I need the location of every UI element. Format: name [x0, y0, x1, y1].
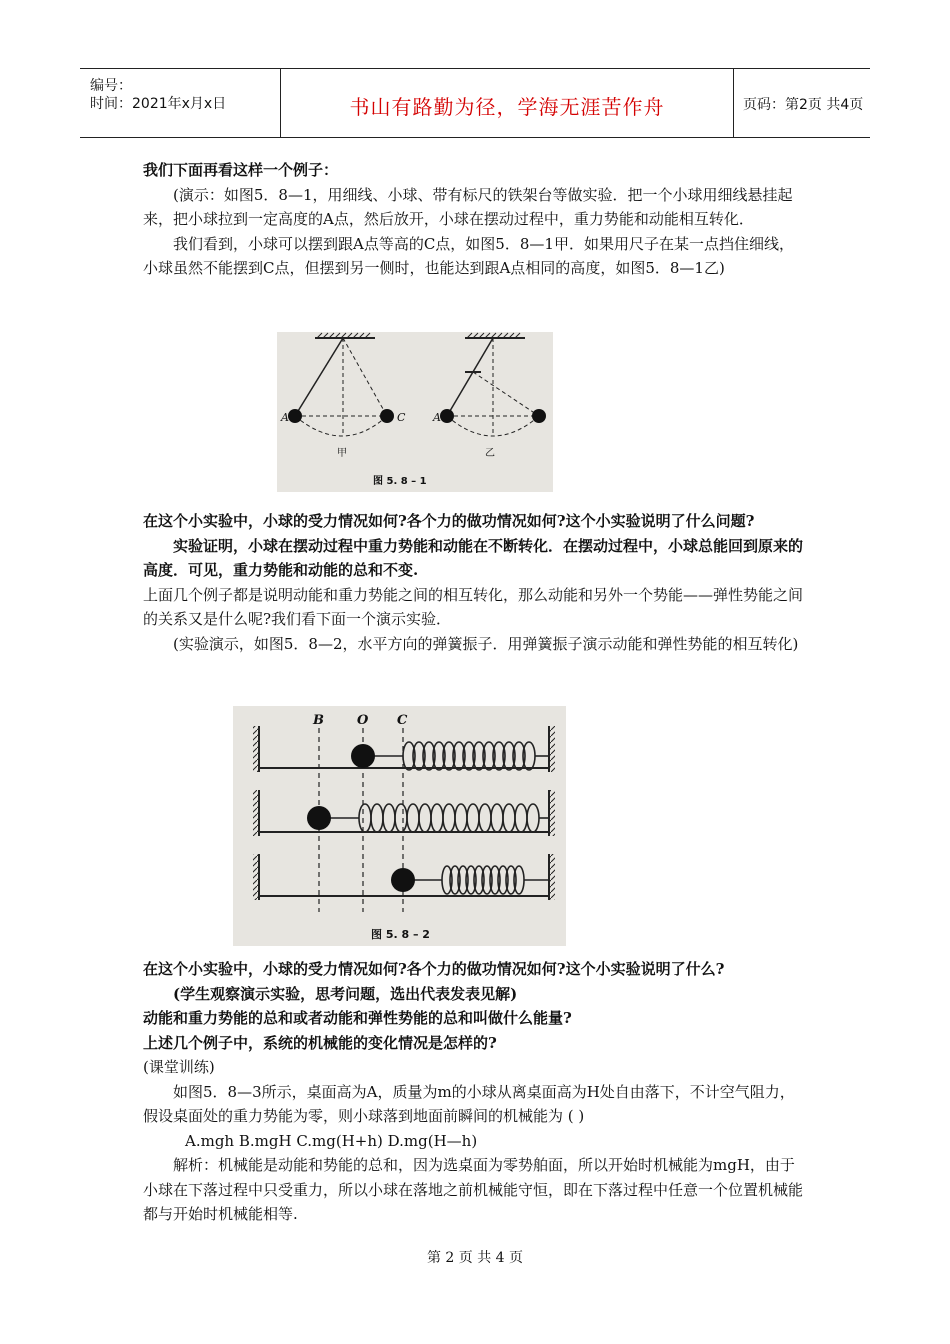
demo1-paragraph: (演示：如图5．8—1，用细线、小球、带有标尺的铁架台等做实验．把一个小球用细线悬挂起来，把小球拉到一定高度的A点，然后放开，小球在摆动过程中，重力势能和动能相互转化． [143, 185, 793, 228]
question2: 在这个小实验中，小球的受力情况如何?各个力的做功情况如何?这个小实验说明了什么? [143, 960, 725, 978]
number-label: 编号： [90, 78, 132, 94]
text-block-2 [143, 509, 807, 656]
header-right-cell [733, 69, 870, 137]
conclusion1: 实验证明，小球在摆动过程中重力势能和动能在不断转化．在摆动过程中，小球总能回到原来的高度．可见，重力势能和动能的总和不变. [143, 536, 804, 579]
label-o: O [357, 713, 369, 728]
figure-pendulum [277, 332, 553, 492]
header-center-cell [280, 69, 734, 137]
point-c-label: C [397, 411, 406, 424]
text-block-3 [143, 957, 807, 1227]
options-line: A.mgh B.mgH C.mg(H+h) D.mg(H—h) [185, 1131, 478, 1150]
transition-paragraph: 上面几个例子都是说明动能和重力势能之间的相互转化，那么动能和另外一个势能——弹性势能之间的关系又是什么呢?我们看下面一个演示实验． [143, 585, 804, 628]
motto: 书山有路勤为径，学海无涯苦作舟 [349, 95, 665, 119]
label-yi: 乙 [485, 448, 495, 459]
demo2-paragraph: (实验演示，如图5．8—2，水平方向的弹簧振子．用弹簧振子演示动能和弹性势能的相互转化) [173, 634, 799, 653]
figure2-caption: 图 5. 8 – 2 [371, 928, 430, 941]
training-label: (课堂训练) [143, 1058, 215, 1076]
problem-paragraph: 如图5．8—3所示，桌面高为A，质量为m的小球从离桌面高为H处自由落下，不计空气阻力，假设桌面处的重力势能为零，则小球落到地面前瞬间的机械能为 ( ) [143, 1082, 795, 1125]
page-header [80, 68, 870, 138]
date-line: 时间：2021年x月x日 [90, 96, 227, 112]
observation1-paragraph: 我们看到，小球可以摆到跟A点等高的C点，如图5．8—1甲．如果用尺子在某一点挡住细线，小球虽然不能摆到C点，但摆到另一侧时，也能达到跟A点相同的高度，如图5．8—1乙) [143, 234, 794, 277]
question3: 动能和重力势能的总和或者动能和弹性势能的总和叫做什么能量? [143, 1009, 572, 1027]
analysis-paragraph: 解析：机械能是动能和势能的总和，因为选桌面为零势舶面，所以开始时机械能为mgH，由于小球在下落过程中只受重力，所以小球在落地之前机械能守恒，即在下落过程中任意一个位置机械能都与开始时机械能相等. [143, 1156, 804, 1223]
figure1-caption: 图 5. 8 – 1 [373, 476, 427, 487]
header-left-cell [80, 69, 280, 137]
student-note: (学生观察演示实验，思考问题，选出代表发表见解) [173, 984, 518, 1003]
label-b: B [313, 713, 324, 728]
intro-line: 我们下面再看这样一个例子： [143, 161, 339, 179]
text-block-1 [143, 158, 807, 281]
page-footer: 第 2 页 共 4 页 [426, 1250, 524, 1266]
page-info: 页码：第2页 共4页 [743, 97, 864, 113]
label-jia: 甲 [337, 448, 347, 459]
label-c: C [397, 713, 408, 728]
point-a-label: A [281, 411, 289, 424]
svg-text:A: A [433, 411, 441, 424]
figure-spring-oscillator [233, 706, 566, 946]
question4: 上述几个例子中，系统的机械能的变化情况是怎样的? [143, 1033, 497, 1052]
question1: 在这个小实验中，小球的受力情况如何?各个力的做功情况如何?这个小实验说明了什么问题? [143, 512, 755, 530]
